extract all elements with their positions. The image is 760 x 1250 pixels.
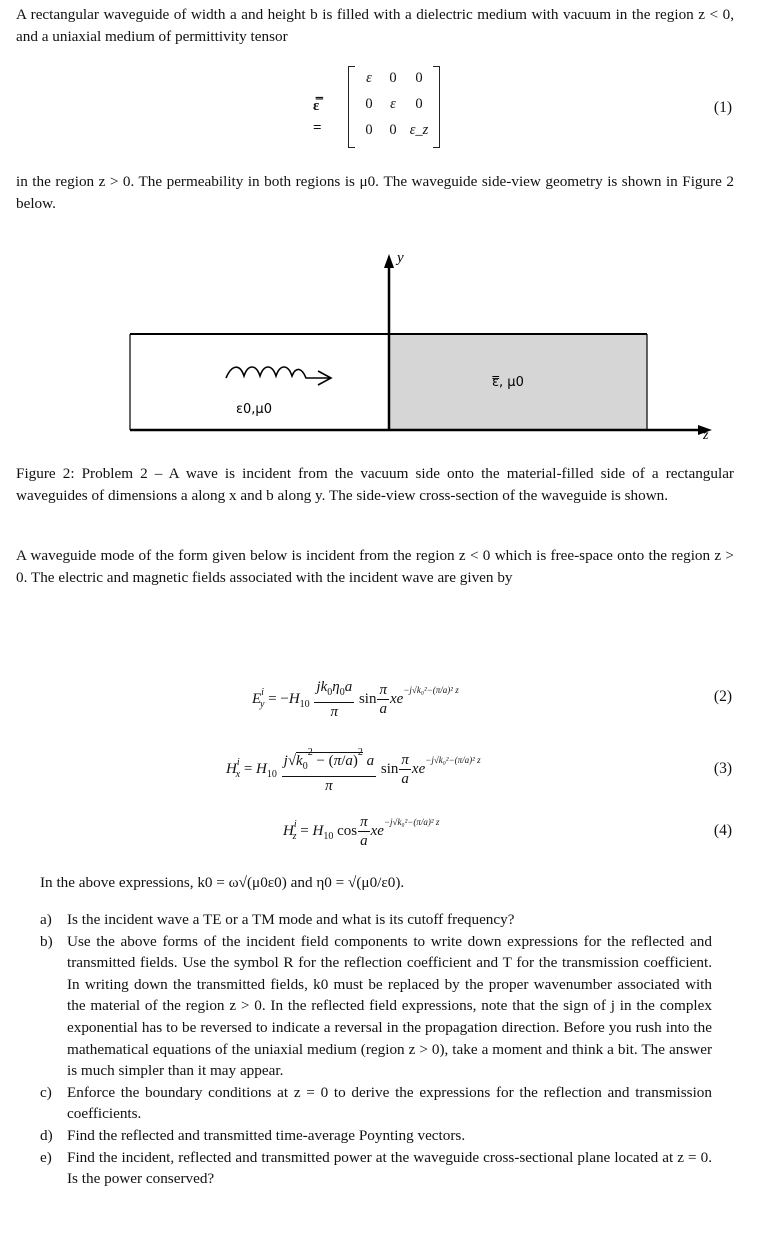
region-paragraph: in the region z > 0. The permeability in both regions is μ0. The waveguide side-view geometry is shown in Figure 2 below. (16, 173, 734, 212)
incident-wave-icon (226, 367, 330, 378)
waveguide-side-view-figure (0, 240, 760, 455)
matrix-right-bracket (433, 66, 440, 148)
question-e (40, 1147, 712, 1190)
matrix-cell: ε_z (409, 122, 429, 138)
question-a (40, 909, 712, 931)
figure-caption: Figure 2: Problem 2 – A wave is incident from the vacuum side onto the material-filled side of a rectangular waveguides of dimensions a along x and b along y. The side-view cross-section of the waveguide is shown. (16, 465, 734, 504)
tensor-matrix (357, 68, 433, 146)
equation-number-2: (2) (713, 688, 732, 705)
equation-4-hz: $H^i_z = H_{10}$ cos $\frac{\pi}{a}$ $xe^{-j√k_0^2-(\pi/a)^2 z}$ (283, 814, 440, 850)
y-axis-arrowhead (384, 254, 394, 268)
equation-2-ey: $E^i_y = -H_{10}$ $\frac{jk_0\eta_0a}{\pi}$ sin $\frac{\pi}{a}$ $xe^{-j√k_0^2-(\pi/a)^2 z}$ (252, 679, 459, 720)
question-b (40, 931, 712, 1082)
equation-number-1: (1) (713, 99, 732, 116)
equation-number-3: (3) (713, 760, 732, 777)
question-label: a) (40, 911, 52, 928)
matrix-cell: ε (390, 96, 396, 112)
matrix-cell: 0 (415, 70, 423, 86)
question-text: Find the incident, reflected and transmitted power at the waveguide cross-sectional plane located at z = 0. Is the power conserved? (67, 1148, 712, 1188)
question-text: Find the reflected and transmitted time-average Poynting vectors. (67, 1126, 466, 1144)
equation-number-4: (4) (713, 822, 732, 839)
question-label: d) (40, 1126, 53, 1144)
vacuum-medium-label: ε0,μ0 (236, 402, 272, 417)
question-list (40, 909, 712, 1190)
equation-3-hx: $H^i_x = H_{10}$ $\frac{j√k_0^2 - (\pi/a)^2 a}{\pi}$ sin $\frac{\pi}{a}$ $xe^{-j√k_0^2-(\pi/a)^2 z}$ (226, 744, 481, 795)
question-label: b) (40, 932, 53, 950)
mode-paragraph: A waveguide mode of the form given below is incident from the region z < 0 which is free-space onto the region z > 0. The electric and magnetic fields associated with the incident wave are given by (16, 547, 734, 586)
waveguide-diagram (0, 240, 760, 455)
y-axis-label: y (397, 250, 404, 266)
question-label: e) (40, 1148, 52, 1166)
definitions-line: In the above expressions, k0 = ω√(μ0ε0) and η0 = √(μ0/ε0). (40, 874, 405, 891)
question-text: Enforce the boundary conditions at z = 0 to derive the expressions for the reflection and transmission coefficients. (67, 1083, 712, 1123)
question-label: c) (40, 1083, 52, 1101)
matrix-cell: ε (366, 70, 372, 86)
matrix-cell: 0 (365, 96, 373, 112)
question-c (40, 1082, 712, 1125)
matrix-cell: 0 (389, 70, 397, 86)
matrix-left-bracket (348, 66, 355, 148)
matrix-cell: 0 (389, 122, 397, 138)
tensor-symbol: ε̿ = (313, 98, 322, 136)
matrix-cell: 0 (415, 96, 423, 112)
intro-paragraph: A rectangular waveguide of width a and height b is filled with a dielectric medium with vacuum in the region z < 0, and a uniaxial medium of permittivity tensor (16, 6, 734, 45)
question-text: Use the above forms of the incident field components to write down expressions for the reflected and transmitted fields. Use the symbol R for the reflection coefficient and T for the transmission coefficient. In writing down the transmitted fields, k0 must be replaced by the proper wavenumber associated with the material of the region z > 0. In the reflected field expressions, note that the sign of j in the complex exponential has to be reversed to indicate a reversal in the propagation direction. Before you rush into the mathematical equations of the uniaxial medium (region z > 0), take a moment and think a bit. The answer is much simpler than it may appear. (67, 932, 712, 1080)
question-text: Is the incident wave a TE or a TM mode and what is its cutoff frequency? (67, 911, 515, 928)
z-axis-label: z (703, 428, 709, 443)
uniaxial-medium-label: ε̿, μ0 (492, 375, 524, 390)
question-d (40, 1125, 712, 1147)
matrix-cell: 0 (365, 122, 373, 138)
